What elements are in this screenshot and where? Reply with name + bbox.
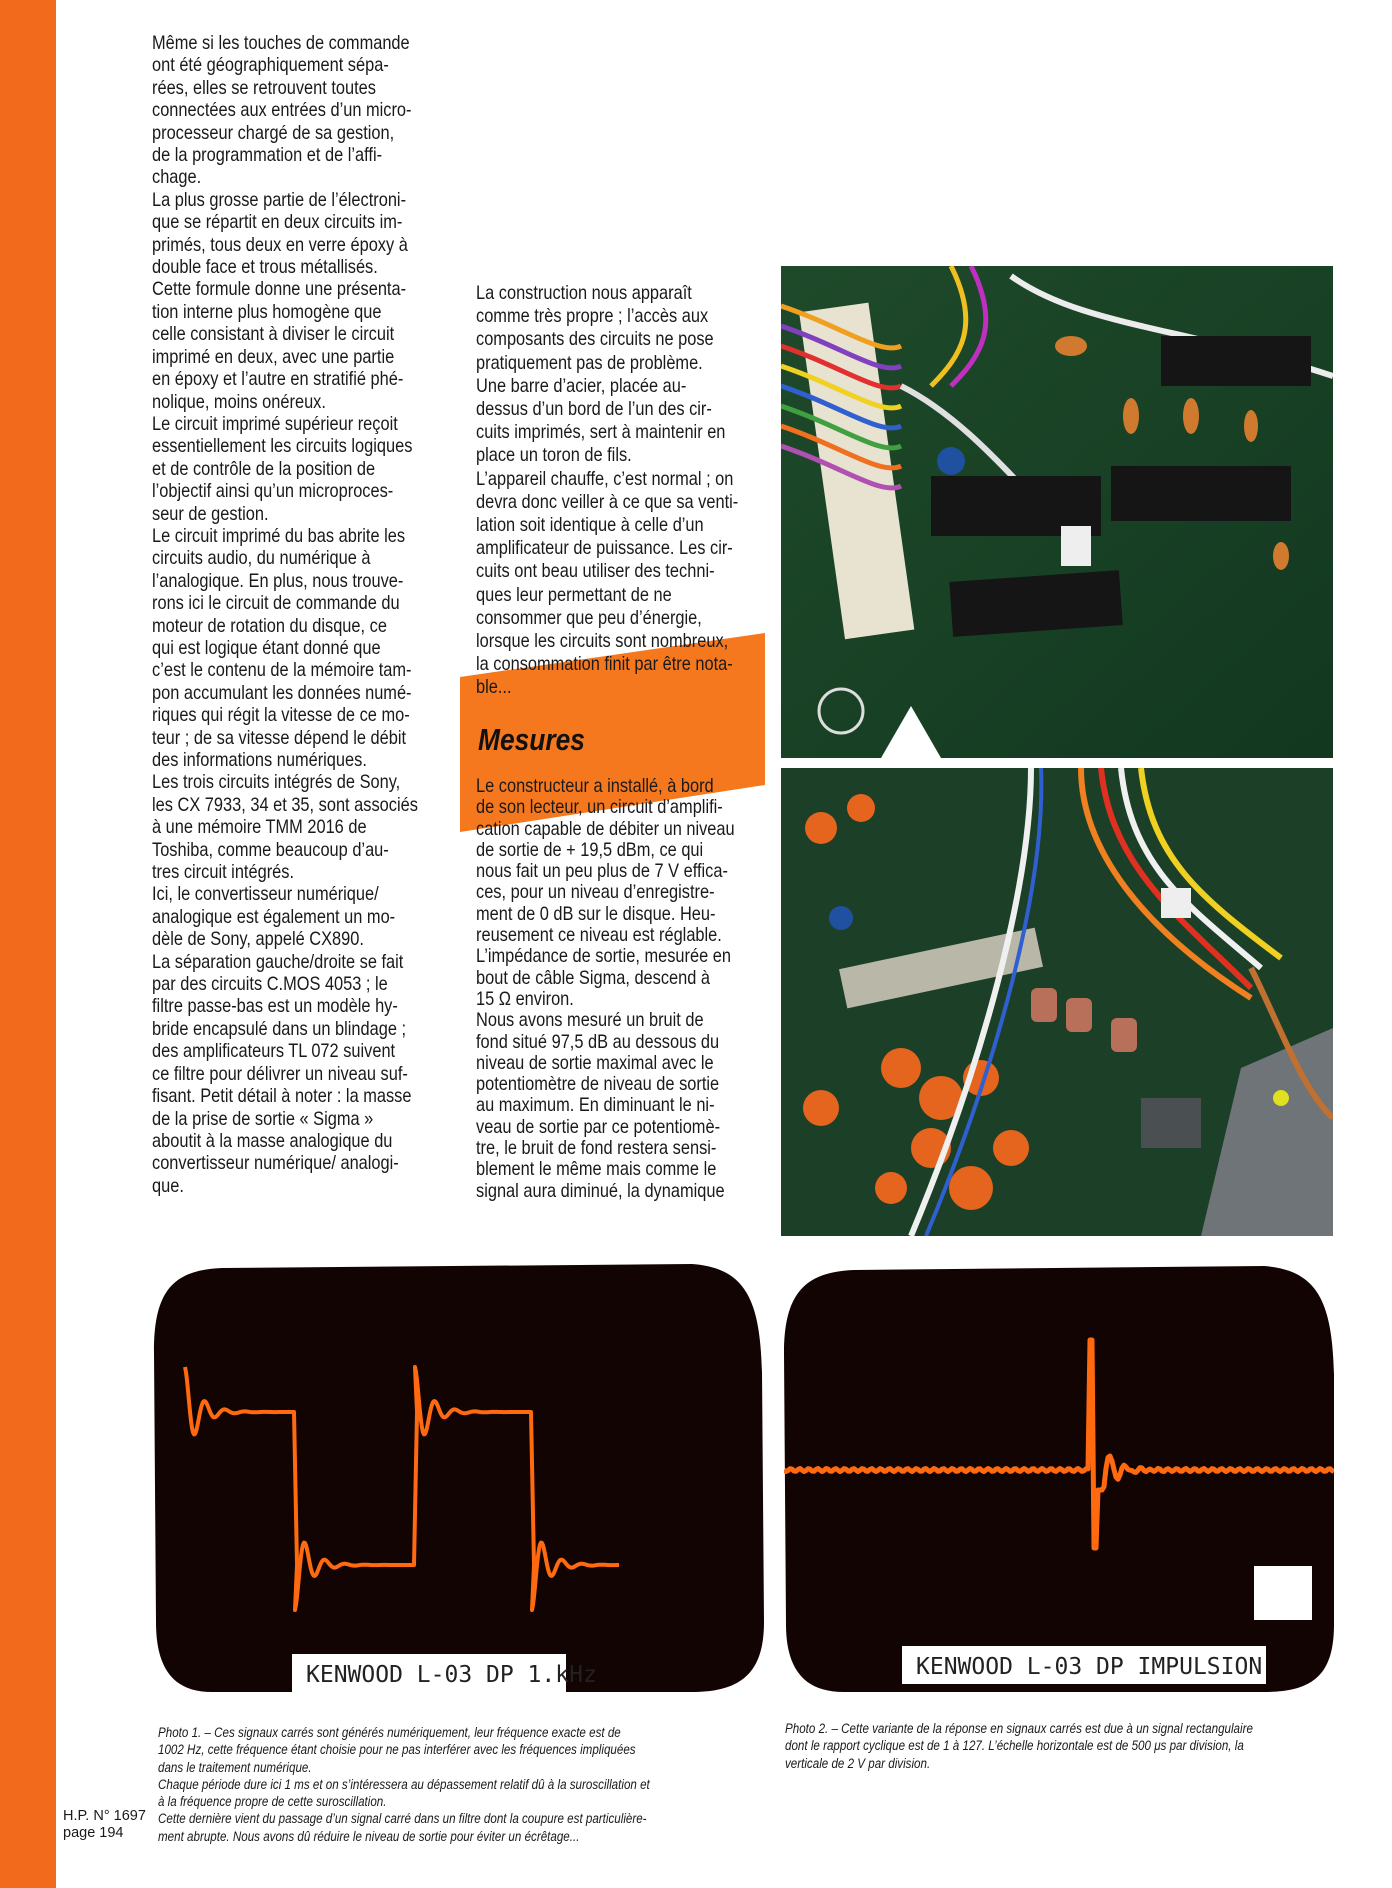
paragraph xyxy=(476,776,735,946)
text-line: celle consistant à diviser le circuit xyxy=(152,323,395,346)
text-line: c’est le contenu de la mémoire tam- xyxy=(152,659,412,682)
caption-line: 1002 Hz, cette fréquence étant choisie pour ne pas interférer avec les fréquences impliquées xyxy=(158,1742,636,1758)
photo-upper-circuit-board xyxy=(781,266,1333,758)
middle-text-column-top xyxy=(476,282,738,700)
text-line: moteur de rotation du disque, ce xyxy=(152,614,387,637)
text-line: La plus grosse partie de l’électroni- xyxy=(152,188,407,211)
text-line: de la programmation et de l’affi- xyxy=(152,144,383,167)
page-folio xyxy=(63,1808,146,1842)
text-line: cation capable de débiter un niveau xyxy=(476,817,735,840)
white-marker-square xyxy=(1254,1566,1312,1620)
section-heading-mesures: Mesures xyxy=(478,722,585,757)
text-line: filtre passe-bas est un modèle hy- xyxy=(152,995,398,1018)
text-line: convertisseur numérique/ analogi- xyxy=(152,1152,399,1175)
text-line: La construction nous apparaît xyxy=(476,282,692,304)
text-line: des amplificateurs TL 072 suivent xyxy=(152,1040,396,1063)
caption-line: Photo 2. – Cette variante de la réponse en signaux carrés est due à un signal rectangulaire xyxy=(785,1721,1253,1736)
photo-lower-circuit-board xyxy=(781,768,1333,1236)
paragraph xyxy=(152,951,418,1197)
text-line: L’appareil chauffe, c’est normal ; on xyxy=(476,467,734,490)
text-line: reusement ce niveau est réglable. xyxy=(476,924,722,947)
paragraph xyxy=(152,189,418,279)
photo-2-caption xyxy=(785,1720,1253,1772)
text-line: signal aura diminué, la dynamique xyxy=(476,1179,725,1202)
text-line: ce filtre pour délivrer un niveau suf- xyxy=(152,1062,408,1085)
text-line: riques qui régit la vitesse de ce mo- xyxy=(152,704,410,727)
text-line: ble... xyxy=(476,676,512,699)
orange-margin-band xyxy=(0,0,56,1888)
text-line: de la prise de sortie « Sigma » xyxy=(152,1107,374,1130)
text-line: cuits imprimés, sert à maintenir en xyxy=(476,421,726,444)
text-line: l’analogique. En plus, nous trouve- xyxy=(152,569,404,592)
caption-line: ment abrupte. Nous avons dû réduire le niveau de sortie pour éviter un écrêtage... xyxy=(158,1828,580,1844)
paragraph xyxy=(476,468,738,700)
text-line: l’objectif ainsi qu’un microproces- xyxy=(152,480,394,503)
text-line: ques leur permettant de ne xyxy=(476,583,672,606)
text-line: nolique, moins onéreux. xyxy=(152,390,326,413)
text-line: bride encapsulé dans un blindage ; xyxy=(152,1017,407,1040)
text-line: connectées aux entrées d’un micro- xyxy=(152,99,412,122)
text-line: consommer que peu d’énergie, xyxy=(476,606,702,629)
text-line: en époxy et l’autre en stratifié phé- xyxy=(152,368,404,391)
paragraph xyxy=(476,282,738,375)
text-line: Nous avons mesuré un bruit de xyxy=(476,1009,704,1032)
text-line: rées, elles se retrouvent toutes xyxy=(152,76,376,99)
text-line: Toshiba, comme beaucoup d’au- xyxy=(152,838,389,861)
text-line: que. xyxy=(152,1174,184,1197)
text-line: place un toron de fils. xyxy=(476,444,632,467)
page-number: page 194 xyxy=(63,1825,124,1841)
text-line: Le circuit imprimé du bas abrite les xyxy=(152,524,406,547)
text-line: pratiquement pas de problème. xyxy=(476,351,703,374)
caption-line: verticale de 2 V par division. xyxy=(785,1755,931,1771)
text-line: Une barre d’acier, placée au- xyxy=(476,374,687,397)
text-line: Cette formule donne une présenta- xyxy=(152,278,407,301)
text-line: tion interne plus homogène que xyxy=(152,300,382,323)
text-line: composants des circuits ne pose xyxy=(476,328,714,351)
photo-1-caption xyxy=(158,1724,650,1845)
text-line: imprimé en deux, avec une partie xyxy=(152,345,395,368)
text-line: et de contrôle de la position de xyxy=(152,457,376,480)
paragraph xyxy=(476,375,738,468)
text-line: lation soit identique à celle d’un xyxy=(476,514,704,537)
text-line: essentiellement les circuits logiques xyxy=(152,435,413,458)
text-line: aboutit à la masse analogique du xyxy=(152,1129,393,1152)
scope-label: KENWOOD L-03 DP IMPULSION xyxy=(902,1646,1266,1684)
text-line: la consommation finit par être nota- xyxy=(476,653,733,676)
text-line: lorsque les circuits sont nombreux, xyxy=(476,630,729,653)
left-text-column xyxy=(152,32,418,1197)
text-line: amplificateur de puissance. Les cir- xyxy=(476,537,733,560)
paragraph xyxy=(476,946,735,1010)
text-line: processeur chargé de sa gestion, xyxy=(152,121,395,144)
text-line: devra donc veiller à ce que sa venti- xyxy=(476,490,739,513)
text-line: les CX 7933, 34 et 35, sont associés xyxy=(152,793,418,816)
text-line: que se répartit en deux circuits im- xyxy=(152,211,403,234)
text-line: veau de sortie par ce potentiomè- xyxy=(476,1115,721,1138)
text-line: ment de 0 dB sur le disque. Heu- xyxy=(476,902,716,925)
text-line: Le constructeur a installé, à bord xyxy=(476,775,714,797)
text-line: analogique est également un mo- xyxy=(152,905,396,928)
scope-label: KENWOOD L-03 DP 1.kHz xyxy=(292,1654,566,1692)
text-line: Les trois circuits intégrés de Sony, xyxy=(152,771,401,794)
text-line: nous fait un peu plus de 7 V effica- xyxy=(476,860,728,883)
text-line: fond situé 97,5 dB au dessous du xyxy=(476,1030,720,1053)
text-line: seur de gestion. xyxy=(152,502,269,525)
caption-line: dans le traitement numérique. xyxy=(158,1759,312,1775)
text-line: des informations numériques. xyxy=(152,749,367,771)
text-line: circuits audio, du numérique à xyxy=(152,547,371,570)
text-line: Le circuit imprimé supérieur reçoit xyxy=(152,412,398,435)
middle-text-column-bottom xyxy=(476,776,735,1202)
text-line: par des circuits C.MOS 4053 ; le xyxy=(152,973,388,996)
text-line: bout de câble Sigma, descend à xyxy=(476,966,711,989)
scope-screen xyxy=(154,1264,764,1692)
caption-line: Chaque période dure ici 1 ms et on s’intéressera au dépassement relatif dû à la suroscillation et xyxy=(158,1776,650,1792)
text-line: dèle de Sony, appelé CX890. xyxy=(152,928,364,951)
text-line: La séparation gauche/droite se fait xyxy=(152,950,404,973)
paragraph xyxy=(476,1010,735,1202)
text-line: cuits ont beau utiliser des techni- xyxy=(476,560,715,583)
text-line: fisant. Petit détail à noter : la masse xyxy=(152,1085,412,1108)
text-line: primés, tous deux en verre époxy à xyxy=(152,233,408,256)
paragraph xyxy=(152,883,418,950)
text-line: pon accumulant les données numé- xyxy=(152,681,412,704)
text-line: de son lecteur, un circuit d’amplifi- xyxy=(476,796,723,819)
text-line: niveau de sortie maximal avec le xyxy=(476,1051,714,1074)
paragraph xyxy=(152,32,418,189)
caption-line: Cette dernière vient du passage d’un signal carré dans un filtre dont la coupure est particulière- xyxy=(158,1811,647,1827)
text-line: dessus d’un bord de l’un des cir- xyxy=(476,398,712,421)
text-line: ont été géographiquement sépa- xyxy=(152,54,389,77)
text-line: rons ici le circuit de commande du xyxy=(152,592,400,615)
scope-screen xyxy=(784,1266,1334,1692)
text-line: ces, pour un niveau d’enregistre- xyxy=(476,881,715,904)
text-line: qui est logique étant donné que xyxy=(152,636,381,659)
text-line: Même si les touches de commande xyxy=(152,32,410,54)
text-line: blement le même mais comme le xyxy=(476,1158,717,1181)
text-line: comme très propre ; l’accès aux xyxy=(476,305,709,328)
oscilloscope-photo-impulse xyxy=(784,1264,1334,1692)
oscilloscope-photo-square-wave xyxy=(152,1262,764,1692)
text-line: tres circuit intégrés. xyxy=(152,861,295,884)
text-line: 15 Ω environ. xyxy=(476,987,574,1010)
text-line: au maximum. En diminuant le ni- xyxy=(476,1094,715,1117)
caption-line: dont le rapport cyclique est de 1 à 127. L’échelle horizontale est de 500 μs par division, la xyxy=(785,1738,1244,1754)
issue-number: H.P. N° 1697 xyxy=(63,1808,146,1824)
text-line: teur ; de sa vitesse dépend le débit xyxy=(152,726,407,749)
text-line: à une mémoire TMM 2016 de xyxy=(152,816,367,839)
paragraph xyxy=(152,278,418,412)
text-line: double face et trous métallisés. xyxy=(152,256,378,279)
text-line: de sortie de + 19,5 dBm, ce qui xyxy=(476,838,704,861)
text-line: L’impédance de sortie, mesurée en xyxy=(476,945,731,968)
text-line: chage. xyxy=(152,166,202,189)
text-line: tre, le bruit de fond restera sensi- xyxy=(476,1137,717,1160)
paragraph xyxy=(152,771,418,883)
paragraph xyxy=(152,525,418,771)
paragraph xyxy=(152,413,418,525)
caption-line: Photo 1. – Ces signaux carrés sont générés numériquement, leur fréquence exacte est de xyxy=(158,1725,621,1740)
text-line: potentiomètre de niveau de sortie xyxy=(476,1073,720,1096)
caption-line: à la fréquence propre de cette suroscillation. xyxy=(158,1794,387,1810)
text-line: Ici, le convertisseur numérique/ xyxy=(152,883,379,906)
